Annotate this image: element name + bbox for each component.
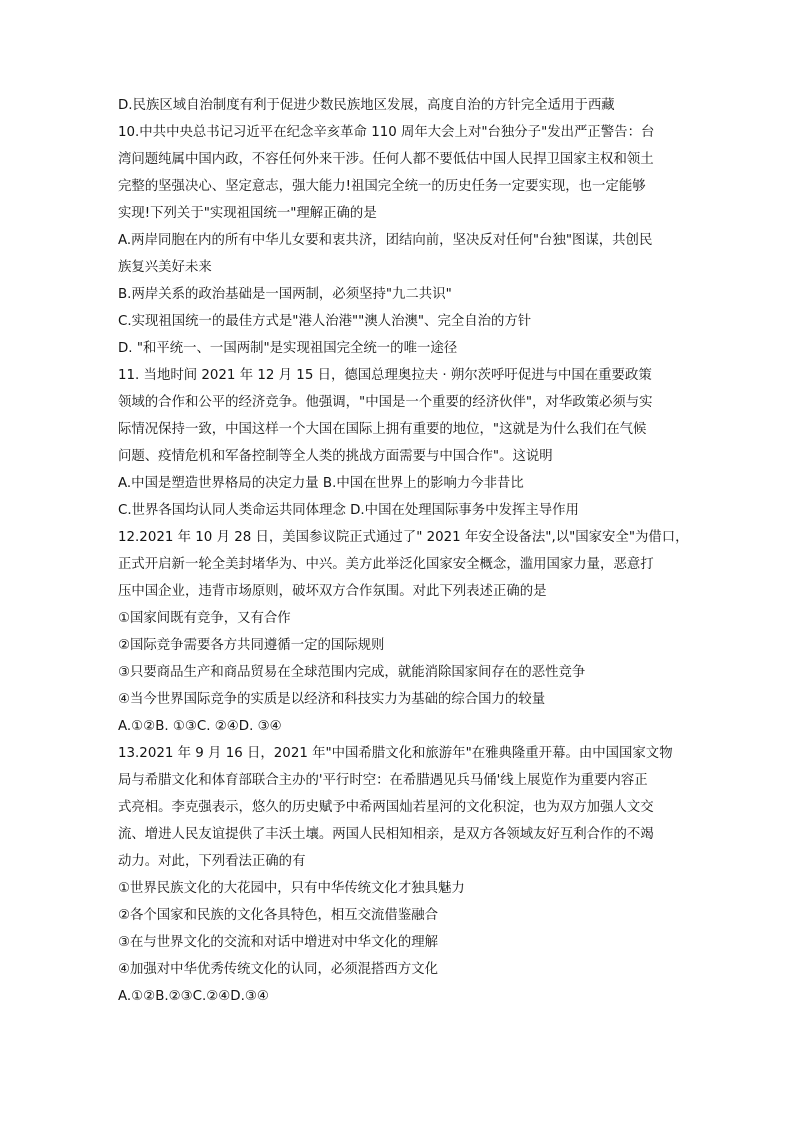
question-stem-line: 领域的合作和公平的经济竞争。他强调，"中国是一个重要的经济伙伴"，对华政策必须与实 <box>118 395 653 410</box>
exam-page <box>118 92 688 1010</box>
statement-item: ④加强对中华优秀传统文化的认同，必须混搭西方文化 <box>118 962 438 977</box>
question-stem-line: 实现!下列关于"实现祖国统一"理解正确的是 <box>118 206 377 221</box>
answer-options: A.①②B.②③C.②④D.③④ <box>118 989 269 1004</box>
statement-item: ③在与世界文化的交流和对话中增进对中华文化的理解 <box>118 935 438 950</box>
question-stem-line: 完整的坚强决心、坚定意志，强大能力!祖国完全统一的历史任务一定要实现，也一定能够 <box>118 179 646 194</box>
statement-item: ②国际竞争需要各方共同遵循一定的国际规则 <box>118 638 385 653</box>
question-stem-line: 湾问题纯属中国内政，不容任何外来干涉。任何人都不要低估中国人民捍卫国家主权和领土 <box>118 152 654 167</box>
question-stem-line: 压中国企业，违背市场原则，破坏双方合作氛围。对此下列表述正确的是 <box>118 584 547 599</box>
question-stem-line: 局与希腊文化和体育部联合主办的'平行时空：在希腊遇见兵马俑'线上展览作为重要内容正 <box>118 773 648 788</box>
statement-item: ③只要商品生产和商品贸易在全球范围内完成，就能消除国家间存在的恶性竞争 <box>118 665 586 680</box>
statement-item: ①世界民族文化的大花园中，只有中华传统文化才独具魅力 <box>118 881 465 896</box>
option-d: D.民族区域自治制度有利于促进少数民族地区发展，高度自治的方针完全适用于西藏 <box>118 98 615 113</box>
statement-item: ④当今世界国际竞争的实质是以经济和科技实力为基础的综合国力的较量 <box>118 692 546 707</box>
question-stem-line: 11. 当地时间 2021 年 12 月 15 日，德国总理奥拉夫 · 朔尔茨呼吁促进与中国在重要政策 <box>118 368 652 383</box>
question-stem-line: 式亮相。李克强表示，悠久的历史赋予中希两国灿若星河的文化积淀，也为双方加强人文交 <box>118 800 654 815</box>
statement-item: ①国家间既有竞争，又有合作 <box>118 611 291 626</box>
option-d: D. "和平统一、一国两制"是实现祖国完全统一的唯一途径 <box>118 341 458 356</box>
question-stem-line: 问题、疫情危机和军备控制等全人类的挑战方面需要与中国合作"。这说明 <box>118 449 553 464</box>
question-11 <box>118 362 688 524</box>
question-stem-line: 流、增进人民友谊提供了丰沃土壤。两国人民相知相亲，是双方各领域友好互利合作的不竭 <box>118 827 654 842</box>
option-c: C.实现祖国统一的最佳方式是"港人治港""澳人治澳"、完全自治的方针 <box>118 314 532 329</box>
question-13 <box>118 740 688 1010</box>
question-12 <box>118 524 688 740</box>
answer-options: A.①②B. ①③C. ②④D. ③④ <box>118 719 282 734</box>
question-10 <box>118 119 688 362</box>
question-stem-line: 际情况保持一致，中国这样一个大国在国际上拥有重要的地位，"这就是为什么我们在气候 <box>118 422 647 437</box>
question-stem-line: 动力。对此，下列看法正确的有 <box>118 854 306 869</box>
option-a: A.两岸同胞在内的所有中华儿女要和衷共济，团结向前，坚决反对任何"台独"图谋，共创民 <box>118 233 653 248</box>
question-stem-line: 正式开启新一轮全美封堵华为、中兴。美方此举泛化国家安全概念，滥用国家力量，恶意打 <box>118 557 654 572</box>
question-stem-line: 10.中共中央总书记习近平在纪念辛亥革命 110 周年大会上对"台独分子"发出严正警告：台 <box>118 125 655 140</box>
option-a-continued: 族复兴美好未来 <box>118 260 212 275</box>
option-b: B.两岸关系的政治基础是一国两制，必须坚持"九二共识" <box>118 287 452 302</box>
question-stem-line: 12.2021 年 10 月 28 日，美国参议院正式通过了" 2021 年安全设备法",以"国家安全"为借口， <box>118 530 689 545</box>
statement-item: ②各个国家和民族的文化各具特色，相互交流借鉴融合 <box>118 908 438 923</box>
question-stem-line: 13.2021 年 9 月 16 日，2021 年"中国希腊文化和旅游年"在雅典隆重开幕。由中国国家文物 <box>118 746 673 761</box>
options-a-b: A.中国是塑造世界格局的决定力量 B.中国在世界上的影响力今非昔比 <box>118 476 524 491</box>
question-9-tail <box>118 92 688 119</box>
options-c-d: C.世界各国均认同人类命运共同体理念 D.中国在处理国际事务中发挥主导作用 <box>118 503 579 518</box>
